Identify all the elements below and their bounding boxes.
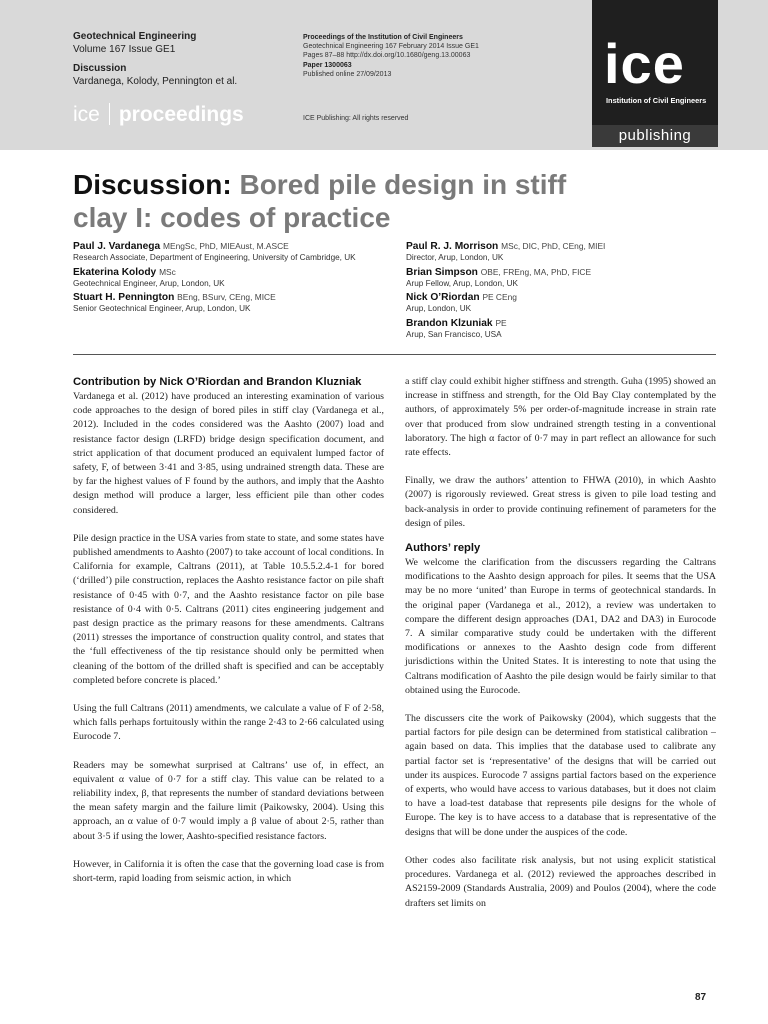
meta-line: Published online 27/09/2013 [303, 70, 392, 78]
body-paragraph: Pile design practice in the USA varies from state to state, and some states have published amendments to Aashto (2007) to take account of local conditions. In California for example, Caltrans (2011), at Table 10.5.5.2.4-1 for bored (‘drilled’) pile construction, replaces the Aashto resistance factor on pile shaft resistance of 0·45 with 0·7, and the Aashto resistance factor on pile base resistance of 0·4 with 0·5. Caltrans (2011) cites engineering judgement and past design practice as the primary reasons for these amendments. Caltrans (2011) stresses the importance of construction quality control, and states that the ‘full effectiveness of the tip resistance should only be permitted when cleaning of the bottom of the drilled shaft is specified and can be acceptably completed before concrete is placed.’ [73, 532, 384, 686]
author-quals: MSc [159, 266, 176, 277]
body-paragraph: Vardanega et al. (2012) have produced an interesting examination of various code approaches to the design of bored piles in stiff clay (Vardanega et al., 2012). Included in the codes considered was the Aashto (2007) load and resistance factor design (LRFD) bridge design specification document, and strict application of that document produced an equivalent lumped factor of safety, F, of between 3·41 and 3·85, using undrained strength data. These are by far the highest values of F found by the authors, and imply that the Aashto design method will produce a larger, less efficient pile than other codes considered. [73, 391, 384, 516]
body-paragraph: Finally, we draw the authors’ attention to FHWA (2010), in which Aashto (2007) is rigorously reviewed. Great stress is given to pile load testing and back-analysis in order to provide continuing refinement of parameters for the design of piles. [405, 475, 716, 529]
author-affiliation: Arup, London, UK [406, 304, 472, 313]
author-name: Ekaterina Kolody [73, 266, 157, 278]
ice-proceedings-wordmark [73, 103, 244, 127]
author-quals: PE CEng [482, 292, 517, 302]
author-entry [406, 240, 726, 264]
body-paragraph: Other codes also facilitate risk analysis, but not using explicit statistical procedures. Vardanega et al. (2012) reviewed the approaches described in AS2159-2009 (Standards Australia, 2009) and Poulos (2004), where the code drafters set limits on [405, 854, 716, 909]
journal-header [0, 0, 768, 150]
wordmark-divider [109, 103, 110, 125]
body-paragraph: Readers may be somewhat surprised at Caltrans’ use of, in effect, an equivalent α value of 0·7 for a stiff clay. This value can be related to a reliability index, β, that represents the number of standard deviations between the mean safety margin and the failure limit (Paikowsky, 2004). Using this approach, an α value of 0·7 would imply a β value of about 2·5, rather than about 3·5 if using the lower, Aashto-specified resistance factors. [73, 759, 384, 842]
author-name: Brian Simpson [406, 266, 478, 278]
body-paragraph: We welcome the clarification from the discussers regarding the Caltrans modifications to the Aashto design approach for piles. It seems that the USA may be no more ‘united’ than Europe in terms of geotechnical standards. In the original paper (Vardanega et al., 2012), a review was undertaken to compare the different design approaches (DA1, DA2 and DA3) in Eurocode 7. A similar comparative study could be undertaken with the different modifications or annexes to the Aashto design code from different jurisdictions within the United States. It is interesting to note that using the Caltrans modification of Aashto the pile design would be fairly similar to that obtained using the Eurocode. [405, 557, 716, 696]
author-entry [406, 291, 726, 315]
article-title [73, 168, 573, 234]
body-paragraph: The discussers cite the work of Paikowsky (2004), which suggests that the partial factors for pile design can be determined from statistical calibration – again based on data. This implies that the database used to calibrate any partial factor set is ‘representative’ of the designs that will be carried out under its auspices. Eurocode 7 assigns partial factors based on the experience of experts, who would have access to various databases, but it does not claim to have a load-test database that represents pile designs for the whole of Europe. The key is to have access to a database that is representative of the designs that will be done under the auspices of the code. [405, 713, 716, 838]
authors-right-column [406, 240, 726, 342]
journal-info [73, 30, 293, 88]
author-quals: OBE, FREng, MA, PhD, FICE [480, 266, 592, 277]
body-paragraph: a stiff clay could exhibit higher stiffness and strength. Guha (1995) showed an increase in stiffness and strength, for the Old Bay Clay contemplated by the authors, of approximately 5% per order-of-magnitude increase in strain rate over that produced from slow undrained strength testing in a conventional laboratory. The high α factor of 0·7 may in part reflect an allowance for such rate effects. [405, 376, 716, 459]
author-quals: PE [495, 317, 507, 328]
author-affiliation: Arup, San Francisco, USA [406, 329, 502, 339]
author-name: Paul R. J. Morrison [406, 241, 499, 252]
rights-notice: ICE Publishing: All rights reserved [303, 115, 409, 122]
journal-name: Geotechnical Engineering [73, 31, 197, 42]
meta-doi[interactable]: Pages 87–88 http://dx.doi.org/10.1680/geng.13.00063 [303, 52, 471, 60]
ice-logo-subtitle: Institution of Civil Engineers [606, 96, 707, 105]
body-paragraph: However, in California it is often the case that the governing load case is from short-term, rapid loading from seismic action, in which [73, 858, 384, 885]
author-quals: MEngSc, PhD, MIEAust, M.ASCE [163, 241, 289, 251]
section-label: Discussion [73, 63, 127, 74]
author-entry [406, 266, 726, 290]
ice-logo [592, 0, 718, 125]
meta-line: Paper 1300063 [303, 61, 352, 69]
author-affiliation: Arup Fellow, Arup, London, UK [406, 278, 518, 288]
body-paragraph: Using the full Caltrans (2011) amendments, we calculate a value of F of 2·58, which falls perhaps fortuitously within the range 2·43 to 2·66 calculated using Eurocode 7. [73, 703, 384, 743]
author-entry [73, 240, 388, 264]
author-quals: MSc, DIC, PhD, CEng, MIEI [501, 241, 606, 251]
ice-wordmark: ice [73, 103, 100, 126]
meta-line: Proceedings of the Institution of Civil Engineers [303, 34, 463, 41]
section-heading-authors-reply: Authors’ reply [405, 542, 481, 555]
authors-left-column [73, 240, 388, 317]
body-column-right [405, 375, 716, 925]
proceedings-wordmark: proceedings [118, 103, 244, 126]
ice-logo-text: ice [604, 32, 685, 95]
title-text: Bored pile design in stiff clay I: codes of practice [73, 169, 567, 233]
author-name: Paul J. Vardanega [73, 241, 161, 252]
author-affiliation: Research Associate, Department of Engineering, University of Cambridge, UK [73, 253, 356, 262]
body-column-left [73, 375, 384, 900]
author-entry [73, 266, 388, 290]
title-label: Discussion: [73, 169, 232, 200]
publication-meta [303, 33, 563, 122]
author-affiliation: Geotechnical Engineer, Arup, London, UK [73, 278, 225, 288]
author-entry [73, 291, 388, 315]
author-affiliation: Director, Arup, London, UK [406, 253, 504, 262]
author-name: Nick O’Riordan [406, 292, 480, 303]
header-divider [73, 354, 716, 355]
author-name: Brandon Klzuniak [406, 317, 493, 329]
publishing-label: publishing [592, 125, 718, 147]
author-affiliation: Senior Geotechnical Engineer, Arup, London, UK [73, 304, 251, 313]
author-entry [406, 317, 726, 341]
author-quals: BEng, BSurv, CEng, MICE [177, 292, 276, 302]
meta-line: Geotechnical Engineering 167 February 2014 Issue GE1 [303, 43, 479, 51]
author-name: Stuart H. Pennington [73, 292, 175, 303]
authors-short: Vardanega, Kolody, Pennington et al. [73, 76, 238, 87]
section-heading-contribution: Contribution by Nick O’Riordan and Brandon Kluzniak [73, 376, 362, 388]
page-number: 87 [695, 992, 707, 1003]
journal-volume: Volume 167 Issue GE1 [73, 44, 176, 55]
